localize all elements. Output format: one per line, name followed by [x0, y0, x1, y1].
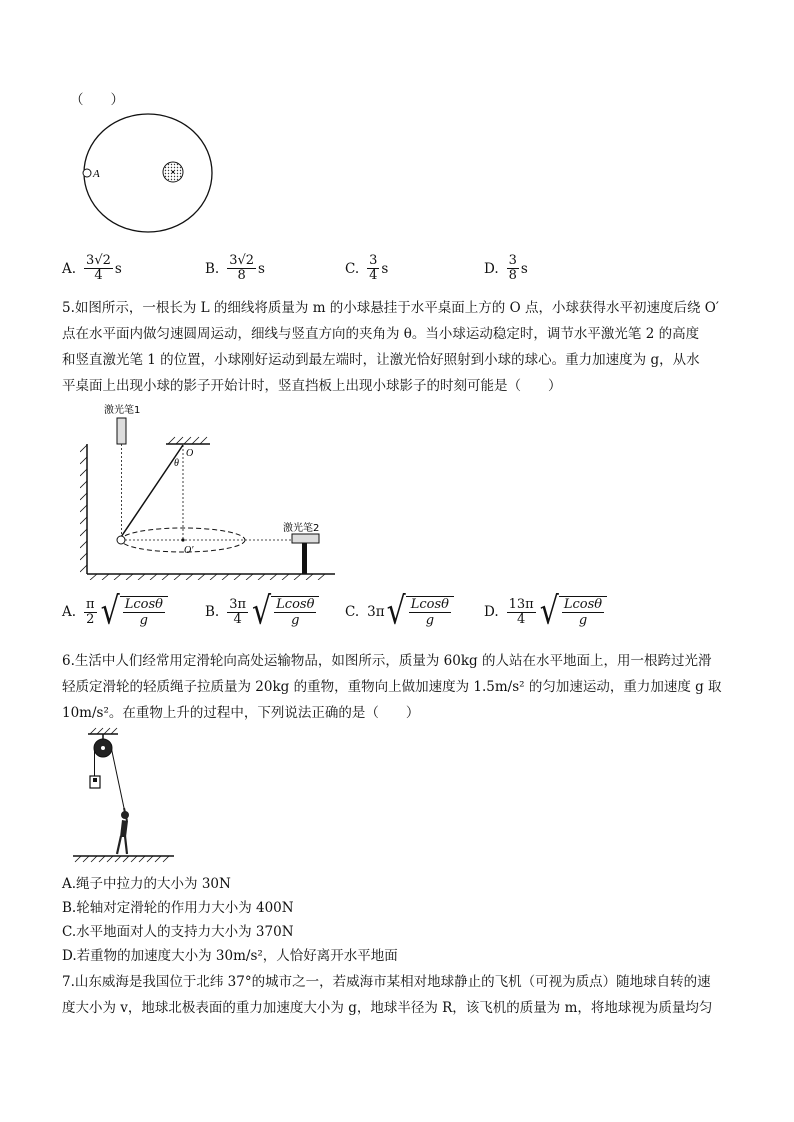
q6-text-line-3: 10m/s²。在重物上升的过程中，下列说法正确的是（ ） [62, 705, 420, 721]
radicand-denominator: g [291, 613, 300, 628]
option-numerator: 3√2 [229, 253, 255, 268]
q5-option-a[interactable]: A. $\frac{\pi}{2}$ √ $\frac{Lcos\theta}{g}$ [62, 596, 168, 628]
satellite-a [83, 169, 91, 177]
q6-option-c[interactable]: C.水平地面对人的支持力大小为 370N [62, 924, 294, 940]
q4-option-d[interactable] [484, 254, 528, 283]
laser-1-label: 激光笔1 [104, 405, 141, 416]
point-o-prime-label: O′ [184, 545, 194, 556]
option-numerator: 3 [369, 253, 378, 268]
q4-option-c[interactable] [345, 254, 388, 283]
laser-pen-1 [117, 418, 126, 444]
option-letter: C. [345, 604, 360, 620]
option-denominator: 4 [94, 268, 103, 283]
option-unit: s [520, 260, 528, 277]
coef-numerator: 13π [508, 596, 534, 612]
ball [117, 536, 125, 544]
q5-option-c[interactable]: C. 3π √ $\frac{Lcos\theta}{g}$ [345, 596, 454, 628]
option-numerator: 3√2 [86, 253, 111, 268]
q6-option-a[interactable]: A.绳子中拉力的大小为 30N [62, 876, 231, 892]
radicand-numerator: Lcosθ [124, 597, 163, 612]
point-o-label: O [186, 448, 194, 459]
q7-text-line-2: 度大小为 v，地球北极表面的重力加速度大小为 g，地球半径为 R，该飞机的质量为 m，将地球视为质量均匀 [62, 1000, 713, 1016]
radicand-denominator: g [425, 613, 435, 628]
option-letter: A. [62, 260, 77, 277]
string [121, 445, 183, 537]
conical-pendulum-figure [80, 402, 340, 580]
q6-text-line-1: 6.生活中人们经常用定滑轮向高处运输物品，如图所示，质量为 60kg 的人站在水平地面上，用一根跨过光滑 [62, 653, 712, 669]
option-unit: s [381, 260, 389, 277]
q5-text-line-4: 平桌面上出现小球的影子开始计时，竖直挡板上出现小球影子的时刻可能是（ ） [62, 378, 562, 394]
angle-theta-label: θ [174, 458, 179, 469]
option-letter: D. [484, 604, 499, 620]
question-4-answer-bracket: （ ） [70, 92, 124, 108]
option-letter: B. [205, 260, 220, 277]
q5-text-line-2: 点在水平面内做匀速圆周运动，细线与竖直方向的夹角为 θ。当小球运动稳定时，调节水平激光笔 2 的高度 [62, 326, 700, 342]
option-denominator: 4 [369, 268, 378, 283]
option-unit: s [258, 260, 265, 277]
orbit-circle [84, 114, 212, 232]
q6-option-b[interactable]: B.轮轴对定滑轮的作用力大小为 400N [62, 900, 294, 916]
laser-pen-2 [292, 534, 319, 543]
option-numerator: 3 [508, 253, 517, 268]
q5-option-b[interactable]: B. $\frac{3\pi}{4}$ √ $\frac{Lcos\theta}{g}$ [205, 596, 319, 628]
laser-2-label: 激光笔2 [283, 523, 320, 534]
q4-option-a[interactable] [62, 254, 122, 283]
q4-option-b[interactable] [205, 254, 265, 283]
radicand-numerator: Lcosθ [276, 597, 315, 612]
option-letter: A. [62, 604, 77, 620]
option-letter: D. [484, 260, 499, 277]
radicand-denominator: g [139, 613, 148, 628]
q5-text-line-1: 5.如图所示，一根长为 L 的细线将质量为 m 的小球悬挂于水平桌面上方的 O 点，小球获得水平初速度后绕 O′ [62, 300, 719, 316]
radicand-numerator: Lcosθ [563, 597, 603, 612]
pulley-figure [70, 724, 180, 864]
coef-denominator: 4 [517, 611, 526, 627]
label-a: A [93, 168, 100, 180]
option-unit: s [114, 260, 122, 277]
coef-numerator: π [86, 596, 95, 612]
q5-text-line-3: 和竖直激光笔 1 的位置，小球刚好运动到最左端时，让激光恰好照射到小球的球心。重力加速度为 g，从水 [62, 352, 700, 368]
coef-numerator: 3π [229, 596, 247, 612]
option-denominator: 8 [508, 268, 517, 283]
radicand-numerator: Lcosθ [410, 597, 449, 612]
q7-text-line-1: 7.山东威海是我国位于北纬 37°的城市之一，若威海市某相对地球静止的飞机（可视为质点）随地球自转的速 [62, 974, 711, 990]
option-letter: B. [205, 604, 220, 620]
radicand-denominator: g [578, 613, 588, 628]
coef: 3π [367, 604, 385, 620]
coef-denominator: 2 [86, 611, 95, 627]
q5-option-d[interactable]: D. $\frac{13\pi}{4}$ √ $\frac{Lcos\theta}{g}$ [484, 596, 607, 628]
q6-option-d[interactable]: D.若重物的加速度大小为 30m/s²，人恰好离开水平地面 [62, 948, 398, 964]
option-letter: C. [345, 260, 360, 277]
q6-text-line-2: 轻质定滑轮的轻质绳子拉质量为 20kg 的重物，重物向上做加速度为 1.5m/s² 的匀加速运动，重力加速度 g 取 [62, 679, 722, 695]
orbit-figure [80, 112, 220, 252]
coef-denominator: 4 [233, 611, 242, 627]
option-denominator: 8 [237, 268, 246, 283]
